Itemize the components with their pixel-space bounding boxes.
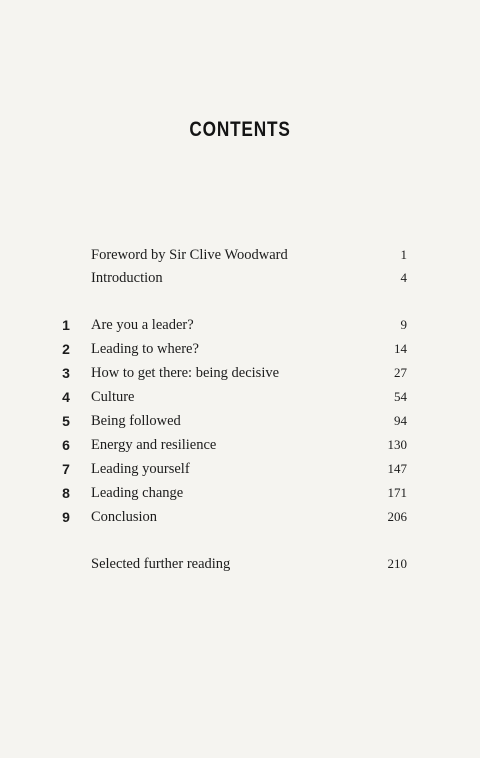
chapter-title: Conclusion	[91, 509, 158, 525]
chapter-page: 130	[387, 437, 407, 452]
toc-chapter-3[interactable]	[0, 362, 480, 384]
chapter-page: 171	[387, 485, 407, 500]
chapter-page: 94	[394, 413, 407, 428]
toc-entry-page: 210	[387, 556, 407, 571]
chapter-number: 2	[62, 341, 70, 357]
toc-entry-further-reading[interactable]	[0, 553, 480, 575]
toc-chapter-1[interactable]	[0, 314, 480, 336]
toc-entry-label: Introduction	[91, 270, 163, 286]
toc-entry-page: 1	[400, 247, 407, 262]
chapter-title: Leading change	[91, 485, 184, 501]
toc-chapter-7[interactable]	[0, 458, 480, 480]
chapter-number: 5	[62, 413, 70, 429]
chapter-page: 54	[394, 389, 407, 404]
toc-chapter-5[interactable]	[0, 410, 480, 432]
chapter-number: 3	[62, 365, 70, 381]
toc-chapter-8[interactable]	[0, 482, 480, 504]
chapter-title: Culture	[91, 389, 135, 405]
toc-entry-label: Selected further reading	[91, 556, 231, 572]
toc-entry-label: Foreword by Sir Clive Woodward	[91, 247, 288, 263]
toc-chapter-2[interactable]	[0, 338, 480, 360]
chapter-number: 7	[62, 461, 70, 477]
chapter-number: 1	[62, 317, 70, 333]
chapter-page: 9	[400, 317, 407, 332]
toc-chapter-9[interactable]	[0, 506, 480, 528]
chapter-number: 9	[62, 509, 70, 525]
chapter-title: Energy and resilience	[91, 437, 217, 453]
chapter-title: Being followed	[91, 413, 181, 429]
toc-chapter-6[interactable]	[0, 434, 480, 456]
chapter-title: Leading to where?	[91, 341, 199, 357]
chapter-page: 27	[394, 365, 407, 380]
page-title: CONTENTS	[189, 118, 291, 141]
toc-entry-page: 4	[400, 270, 407, 285]
toc-entry-foreword[interactable]	[0, 244, 480, 266]
chapter-title: Leading yourself	[91, 461, 190, 477]
toc-chapter-4[interactable]	[0, 386, 480, 408]
chapter-title: How to get there: being decisive	[91, 365, 280, 381]
chapter-title: Are you a leader?	[91, 317, 194, 333]
chapter-page: 14	[394, 341, 407, 356]
chapter-number: 8	[62, 485, 70, 501]
chapter-page: 147	[387, 461, 407, 476]
chapter-page: 206	[387, 509, 407, 524]
toc-entry-introduction[interactable]	[0, 267, 480, 289]
chapter-number: 4	[62, 389, 70, 405]
chapter-number: 6	[62, 437, 70, 453]
